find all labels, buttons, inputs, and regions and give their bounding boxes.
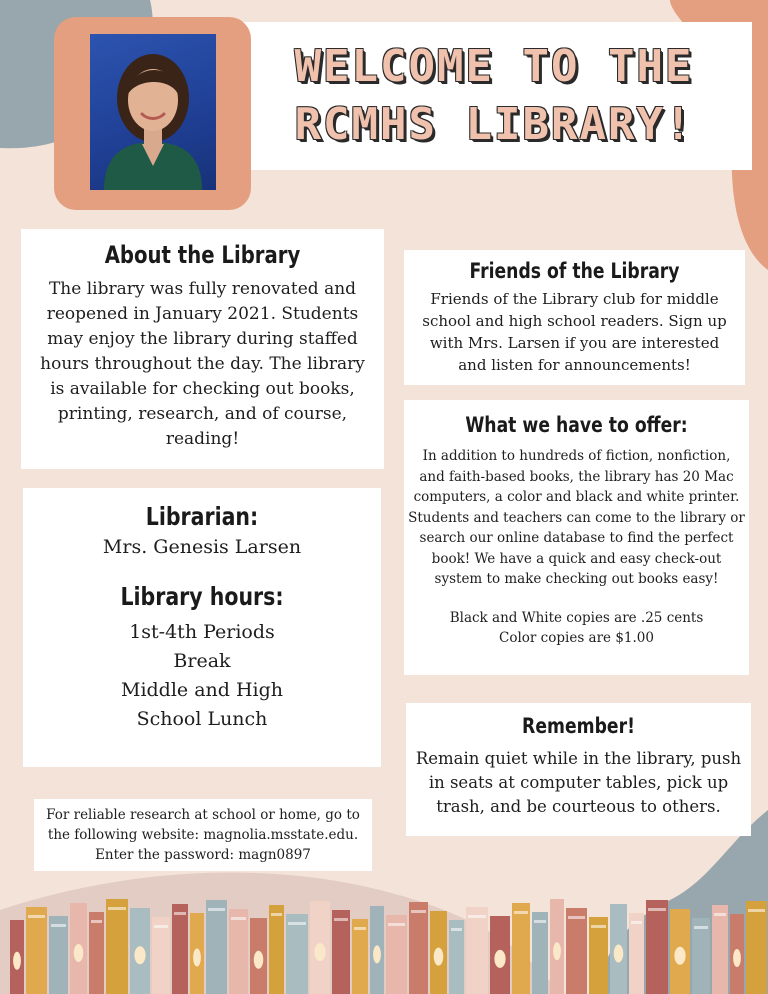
book-spine-band — [694, 926, 708, 929]
offer-text: In addition to hundreds of fiction, nonfiction, and faith-based books, the library has 20 Mac computers, a color and black and white printer. Students and teachers can come to the library or search our online database to find the perfect book! We have a quick and easy check-out system to make checking out books easy! — [408, 448, 745, 587]
book-spine — [712, 905, 728, 994]
book-spine-band — [334, 918, 348, 921]
book-spine — [332, 910, 350, 994]
book-spine-label — [193, 949, 201, 967]
about-text: The library was fully renovated and reopened in January 2021. Students may enjoy the library during staffed hours throughout the day. The library is available for checking out books, printing, research, and of course, reading! — [40, 279, 365, 449]
offer-price: Color copies are $1.00 — [499, 630, 654, 646]
hours-item: Middle and High — [120, 679, 284, 701]
librarian-name: Mrs. Genesis Larsen — [102, 536, 302, 558]
research-line: For reliable research at school or home, go to — [46, 807, 360, 823]
book-spine — [229, 909, 248, 994]
book-spine-band — [591, 925, 606, 928]
book-spine-band — [451, 928, 462, 931]
book-spine-band — [468, 915, 486, 918]
librarian-photo-frame — [54, 17, 251, 210]
title-line-1: WELCOME TO THE — [294, 41, 694, 92]
book-spine-band — [388, 923, 405, 926]
offer-price: Black and White copies are .25 cents — [449, 609, 704, 626]
book-spine-label — [13, 952, 21, 970]
about-heading: About the Library — [104, 241, 301, 269]
book-spine-band — [568, 916, 585, 919]
book-spine-label — [373, 945, 381, 963]
research-line: Enter the password: magn0897 — [95, 847, 311, 863]
book-spine-band — [51, 924, 66, 927]
book-spine — [589, 917, 608, 994]
book-spine-band — [208, 908, 225, 911]
research-panel — [34, 799, 372, 871]
remember-panel — [406, 703, 751, 836]
book-spine — [152, 917, 170, 994]
book-spine — [269, 905, 284, 994]
book-spine-label — [314, 943, 325, 961]
book-spine-band — [748, 909, 765, 912]
about-panel — [21, 229, 384, 469]
book-spine — [449, 920, 464, 994]
offer-heading: What we have to offer: — [465, 413, 688, 437]
book-spine-band — [714, 913, 726, 916]
book-spine-band — [91, 920, 102, 923]
librarian-portrait — [90, 34, 216, 190]
book-spine-label — [74, 944, 84, 962]
book-spine — [206, 900, 227, 994]
book-spine-band — [174, 912, 186, 915]
book-spine-label — [254, 951, 264, 969]
book-spine — [26, 907, 47, 994]
offer-panel — [404, 400, 749, 675]
book-spine-label — [434, 948, 444, 966]
book-spine — [566, 908, 587, 994]
book-spine-band — [648, 908, 666, 911]
book-spine-label — [494, 950, 505, 968]
hours-heading: Library hours: — [120, 582, 284, 611]
hours-item: School Lunch — [136, 708, 268, 730]
research-line: the following website: magnolia.msstate.edu. — [47, 827, 359, 843]
hours-item: Break — [173, 650, 231, 672]
book-spine — [89, 912, 104, 994]
book-spine-band — [411, 910, 426, 913]
book-spine — [352, 919, 368, 994]
book-spine-label — [134, 946, 145, 964]
book-spine-band — [231, 917, 246, 920]
hours-item: 1st-4th Periods — [129, 621, 275, 643]
remember-text: Remain quiet while in the library, push in seats at computer tables, pick up trash, and be courteous to others. — [415, 749, 742, 816]
librarian-photo — [90, 34, 216, 190]
title-banner — [236, 22, 752, 170]
librarian-heading: Librarian: — [145, 502, 259, 531]
book-spine — [106, 899, 128, 994]
bookshelf-decoration — [0, 896, 768, 994]
book-spine — [466, 907, 488, 994]
book-spine — [386, 915, 407, 994]
book-spine-band — [534, 920, 546, 923]
book-spine-band — [154, 925, 168, 928]
book-spine-band — [514, 911, 528, 914]
book-spine-label — [553, 942, 561, 960]
book-spine — [172, 904, 188, 994]
book-spine — [692, 918, 710, 994]
book-spine-label — [674, 947, 685, 965]
remember-heading: Remember! — [522, 714, 635, 738]
friends-text: Friends of the Library club for middle school and high school readers. Sign up with Mrs. Larsen if you are interested and listen for announcements! — [422, 290, 727, 374]
friends-panel — [404, 250, 745, 385]
book-spine-band — [354, 927, 366, 930]
book-spine-label — [614, 945, 624, 963]
friends-heading: Friends of the Library — [469, 259, 680, 283]
book-spine-band — [28, 915, 45, 918]
book-spine — [746, 901, 767, 994]
book-spine — [512, 903, 530, 994]
title-line-2: RCMHS LIBRARY! — [294, 99, 694, 150]
book-spine — [49, 916, 68, 994]
book-spine — [532, 912, 548, 994]
book-spine-band — [631, 921, 642, 924]
book-spine-label — [733, 949, 741, 967]
librarian-panel — [23, 488, 381, 767]
book-spine — [629, 913, 644, 994]
book-spine-band — [288, 922, 306, 925]
book-spine-band — [271, 913, 282, 916]
book-spine — [409, 902, 428, 994]
book-spine-band — [108, 907, 126, 910]
book-spine — [646, 900, 668, 994]
book-spine — [286, 914, 308, 994]
